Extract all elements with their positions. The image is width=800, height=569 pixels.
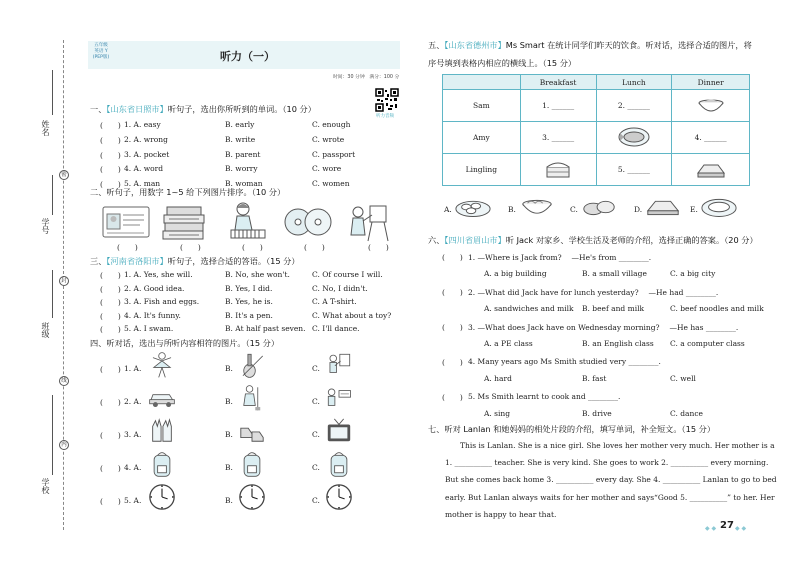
answer-cell[interactable]: 1. ______	[520, 90, 596, 122]
passage-line: But she comes back home 3. __________ every day. She 4. __________ Lanlan to go to bed	[445, 475, 777, 485]
option-label: C.	[570, 205, 578, 214]
option-label: B.	[508, 205, 516, 214]
section-number: 三、	[90, 256, 107, 266]
girl-cleaning-icon	[238, 384, 266, 412]
stack-of-books-icon	[161, 203, 207, 241]
section-number: 五、	[428, 40, 445, 50]
option-a: 2. A.	[124, 397, 142, 406]
option-c: C.	[312, 463, 320, 472]
plate-of-rice-icon	[700, 195, 738, 219]
tv-icon	[325, 417, 353, 445]
option-b: B. parent	[225, 149, 261, 159]
option-b: B.	[225, 463, 233, 472]
option-b: B.	[225, 430, 233, 439]
answer-bracket[interactable]: ( )	[442, 393, 463, 402]
answer-bracket[interactable]: ( )	[100, 121, 121, 130]
option-c: C. No, I didn't.	[312, 283, 368, 293]
option-a: A. sing	[484, 409, 511, 418]
question-text: 5. Ms Smith learnt to cook and ________.	[468, 392, 621, 401]
section-instruction: 听句子，选出你所听到的单词。（10 分）	[167, 104, 316, 114]
option-b: B. worry	[225, 164, 258, 174]
car-icon	[148, 384, 176, 412]
backpack-icon	[238, 450, 266, 478]
grade-badge	[90, 43, 112, 61]
section-instruction: Ms Smart 在统计同学们昨天的饮食。听对话，选择合适的图片，将	[505, 40, 752, 50]
time-score: 时间：30 分钟 满分：100 分	[333, 75, 400, 80]
badge-subject: 英语 Y	[94, 49, 108, 54]
option-b: B. write	[225, 134, 256, 144]
option-a: 4. A. It's funny.	[124, 310, 181, 320]
answer-bracket[interactable]: ( )	[442, 288, 463, 297]
answer-bracket[interactable]: ( )	[442, 323, 463, 332]
page-title: 听力（一）	[220, 50, 275, 63]
option-b: B. early	[225, 120, 255, 129]
answer-cell[interactable]: 5. ______	[596, 154, 672, 186]
question-text: 1. —Where is Jack from? —He's from ________.	[468, 253, 652, 262]
option-b: B. Yes, he is.	[225, 297, 273, 307]
answer-bracket[interactable]: ( )	[100, 180, 121, 190]
answer-bracket[interactable]: ( )	[304, 243, 325, 252]
clock-icon	[238, 483, 266, 511]
row-name: Amy	[443, 122, 521, 154]
option-c: C. Of course I will.	[312, 270, 383, 279]
option-b: B. beef and milk	[582, 304, 645, 313]
option-c: C.	[312, 364, 320, 373]
question-text: 3. —What does Jack have on Wednesday morning? —He has ________.	[468, 323, 739, 332]
bowl-icon	[696, 93, 726, 117]
option-label: D.	[634, 205, 643, 214]
answer-bracket[interactable]: ( )	[100, 165, 121, 175]
backpack-icon	[325, 450, 353, 478]
picture-cell	[672, 90, 750, 122]
option-a: 5. A. I swam.	[124, 324, 174, 334]
school-label: 学校	[41, 478, 50, 494]
answer-bracket[interactable]: ( )	[100, 431, 121, 440]
sandwich-icon	[644, 195, 682, 219]
boy-reading-icon	[325, 384, 353, 412]
section-5-line2: 序号填到表格内相应的横线上。（15 分）	[428, 58, 577, 68]
ballet-dancer-icon	[148, 351, 176, 379]
answer-bracket[interactable]: ( )	[100, 365, 121, 374]
option-a: 3. A. Fish and eggs.	[124, 297, 200, 307]
answer-bracket[interactable]: ( )	[100, 271, 121, 280]
cake-icon	[543, 157, 573, 181]
section-instruction: 听 Jack 对家乡、学校生活及老师的介绍，选择正确的答案。（20 分）	[505, 235, 758, 245]
answer-cell[interactable]: 4. ______	[672, 122, 750, 154]
option-c: C. a big city	[670, 269, 716, 278]
option-a: A. a big building	[484, 269, 547, 278]
table-header: Dinner	[672, 75, 750, 90]
number-label: 学号	[41, 218, 50, 234]
option-a: A. a PE class	[484, 339, 533, 348]
answer-bracket[interactable]: ( )	[100, 135, 121, 145]
picture-cell	[596, 122, 672, 154]
table-header: Breakfast	[520, 75, 596, 90]
option-a: A. hard	[484, 374, 512, 383]
option-c: C. wrote	[312, 134, 345, 144]
table-row	[443, 90, 750, 122]
page-number: 27	[720, 520, 734, 531]
school-line	[52, 395, 53, 475]
option-b: B.	[225, 397, 233, 406]
question-text: 4. Many years ago Ms Smith studied very ________.	[468, 357, 661, 366]
seal-mark: 内	[59, 440, 69, 450]
region-tag: 【河南省洛阳市】	[106, 256, 168, 266]
section-4-title: 四、听对话，选出与所听内容相符的图片。（15 分）	[90, 338, 280, 348]
girl-painting-icon	[346, 201, 390, 243]
option-a: 5. A.	[124, 496, 142, 505]
diet-table	[442, 74, 750, 186]
answer-bracket[interactable]: ( )	[442, 358, 463, 367]
shoes-icon	[238, 417, 266, 445]
name-label: 姓名	[41, 120, 50, 136]
clock-icon	[148, 483, 176, 511]
qr-caption: 听力音频	[376, 114, 394, 119]
option-b: B. Yes, I did.	[225, 283, 273, 293]
answer-bracket[interactable]: ( )	[100, 150, 121, 160]
answer-bracket[interactable]: ( )	[100, 497, 121, 506]
badge-grade: 五年级	[94, 43, 108, 48]
option-c: C. passport	[312, 149, 356, 159]
backpack-icon	[148, 450, 176, 478]
option-c: C. women	[312, 179, 350, 189]
section-instruction: 听句子，选择合适的答语。（15 分）	[167, 256, 300, 266]
answer-bracket[interactable]: ( )	[100, 311, 121, 321]
option-b: B. an English class	[582, 339, 654, 348]
clock-icon	[325, 483, 353, 511]
answer-bracket[interactable]: ( )	[100, 398, 121, 407]
option-c: C. wore	[312, 164, 342, 174]
answer-bracket[interactable]: ( )	[442, 253, 463, 262]
option-a: 3. A.	[124, 430, 142, 439]
answer-bracket[interactable]: ( )	[368, 243, 389, 252]
option-label: E.	[690, 205, 698, 214]
picture-cell	[520, 154, 596, 186]
section-2-title: 二、听句子，用数字 1~5 给下列图片排序。（10 分）	[90, 187, 286, 197]
option-a: A. sandwiches and milk	[484, 304, 574, 313]
gloves-icon	[148, 417, 176, 445]
answer-bracket[interactable]: ( )	[180, 243, 201, 252]
table-header	[443, 75, 521, 90]
passage-line: early. But Lanlan always waits for her mother and says“Good 5. __________” to her. Her	[445, 492, 775, 502]
passage-line: This is Lanlan. She is a nice girl. She loves her mother very much. Her mother is a	[460, 441, 775, 450]
option-b: B.	[225, 364, 233, 373]
seal-mark: 密	[59, 170, 69, 180]
answer-bracket[interactable]: ( )	[100, 298, 121, 308]
option-b: B. a small village	[582, 269, 647, 278]
answer-cell[interactable]: 3. ______	[520, 122, 596, 154]
dumplings-icon	[454, 195, 492, 219]
option-a: 1. A. Yes, she will.	[124, 270, 193, 279]
seal-mark: 封	[59, 276, 69, 286]
passage-line: 1. __________ teacher. She is very kind. She goes to work 2. __________ every morning.	[445, 458, 769, 468]
boy-painting-icon	[325, 351, 353, 379]
option-c: C. I'll dance.	[312, 324, 360, 334]
qr-code-icon[interactable]	[375, 88, 399, 112]
bowl-of-noodles-icon	[518, 195, 556, 219]
option-a: 3. A. pocket	[124, 149, 170, 159]
option-c: C. dance	[670, 409, 703, 418]
badge-edition: (PEP版)	[92, 55, 110, 60]
region-tag: 【四川省眉山市】	[444, 235, 506, 245]
table-row	[443, 122, 750, 154]
section-5-title	[428, 40, 752, 51]
page-number-decoration: ◆ ◆	[735, 525, 747, 532]
class-line	[52, 270, 53, 318]
option-c: C. a computer class	[670, 339, 745, 348]
option-b: B. woman	[225, 179, 263, 189]
question-text: 2. —What did Jack have for lunch yesterday? —He had ________.	[468, 288, 719, 297]
answer-bracket[interactable]: ( )	[100, 325, 121, 335]
option-a: 4. A.	[124, 463, 142, 472]
answer-cell[interactable]: 2. ______	[596, 90, 672, 122]
table-header: Lunch	[596, 75, 672, 90]
picture-cell	[672, 154, 750, 186]
option-a: 2. A. wrong	[124, 134, 168, 144]
option-b: B. No, she won't.	[225, 270, 290, 279]
answer-bracket[interactable]: ( )	[242, 243, 263, 252]
section-number: 一、	[90, 104, 107, 114]
passage-line: mother is happy to hear that.	[445, 509, 557, 519]
section-1-title	[90, 104, 316, 115]
option-a: 2. A. Good idea.	[124, 283, 185, 293]
option-a: 1. A.	[124, 364, 142, 373]
id-card-icon	[102, 206, 150, 238]
bread-icon	[580, 195, 618, 219]
option-b: B. It's a pen.	[225, 310, 273, 320]
table-row	[443, 154, 750, 186]
cds-icon	[284, 205, 332, 239]
option-c: C. beef noodles and milk	[670, 304, 764, 313]
row-name: Sam	[443, 90, 521, 122]
option-c: C. well	[670, 374, 696, 383]
answer-bracket[interactable]: ( )	[117, 243, 138, 252]
region-tag: 【山东省日照市】	[106, 104, 168, 114]
number-line	[52, 175, 53, 215]
option-a: 1. A. easy	[124, 120, 161, 129]
page-number-decoration: ◆ ◆	[705, 525, 717, 532]
sandwich-icon	[695, 157, 727, 181]
option-c: C.	[312, 430, 320, 439]
option-c: C. What about a toy?	[312, 310, 392, 320]
plate-of-fish-icon	[617, 126, 651, 148]
option-b: B. fast	[582, 374, 607, 383]
option-a: 4. A. word	[124, 164, 164, 174]
option-b: B. At half past seven.	[225, 324, 306, 334]
option-b: B. drive	[582, 409, 612, 418]
name-line	[52, 70, 53, 115]
option-c: C.	[312, 496, 320, 505]
seal-mark: 线	[59, 376, 69, 386]
answer-bracket[interactable]: ( )	[100, 284, 121, 294]
violin-icon	[238, 351, 266, 379]
section-6-title	[428, 235, 758, 246]
option-c: C.	[312, 397, 320, 406]
section-number: 六、	[428, 235, 445, 245]
option-a: 5. A. man	[124, 179, 161, 189]
section-7-title: 七、听对 Lanlan 和她妈妈的相处片段的介绍，填写单词，补全短文。（15 分）	[428, 424, 716, 434]
option-c: C. enough	[312, 120, 351, 129]
row-name: Lingling	[443, 154, 521, 186]
option-label: A.	[444, 205, 452, 214]
option-c: C. A T-shirt.	[312, 297, 357, 307]
region-tag: 【山东省德州市】	[444, 40, 506, 50]
option-b: B.	[225, 496, 233, 505]
section-3-title	[90, 256, 300, 267]
answer-bracket[interactable]: ( )	[100, 464, 121, 473]
girl-playing-piano-icon	[225, 200, 269, 242]
class-label: 班级	[41, 322, 50, 338]
